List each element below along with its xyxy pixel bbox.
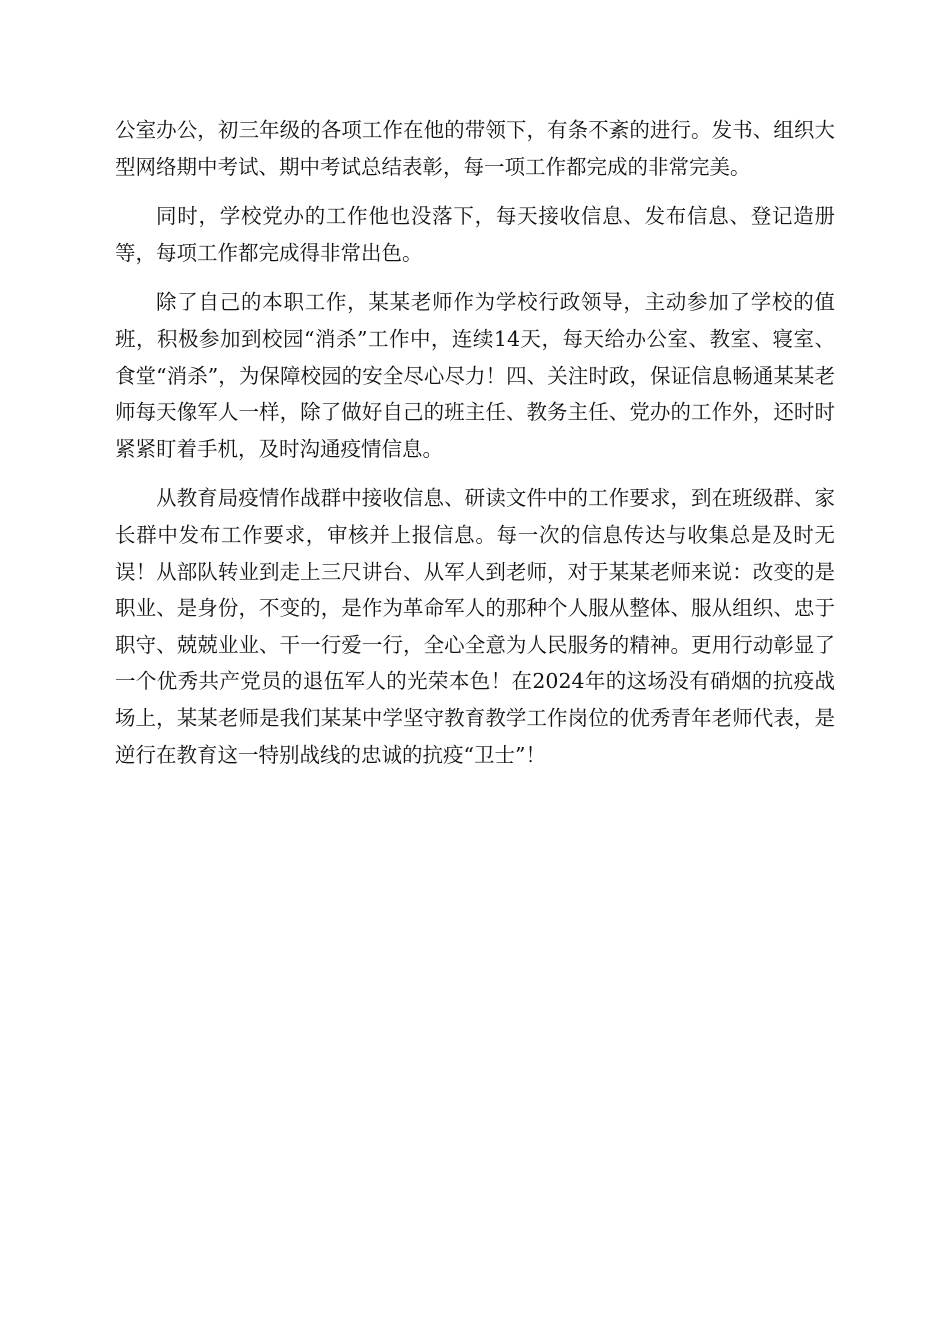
paragraph-1: 公室办公，初三年级的各项工作在他的带领下，有条不紊的进行。发书、组织大型网络期中考试、期中考试总结表彰，每一项工作都完成的非常完美。 — [115, 118, 835, 179]
document-body — [115, 112, 835, 786]
paragraph-3: 除了自己的本职工作，某某老师作为学校行政领导，主动参加了学校的值班，积极参加到校园“消杀”工作中，连续14天，每天给办公室、教室、寝室、食堂“消杀”，为保障校园的安全尽心尽力！四、关注时政，保证信息畅通某某老师每天像军人一样，除了做好自己的班主任、教务主任、党办的工作外，还时时紧紧盯着手机，及时沟通疫情信息。 — [115, 290, 835, 461]
paragraph-2: 同时，学校党办的工作他也没落下，每天接收信息、发布信息、登记造册等，每项工作都完成得非常出色。 — [115, 204, 835, 265]
paragraph-4: 从教育局疫情作战群中接收信息、研读文件中的工作要求，到在班级群、家长群中发布工作要求，审核并上报信息。每一次的信息传达与收集总是及时无误！从部队转业到走上三尺讲台、从军人到老师，对于某某老师来说：改变的是职业、是身份，不变的，是作为革命军人的那种个人服从整体、服从组织、忠于职守、兢兢业业、干一行爱一行，全心全意为人民服务的精神。更用行动彰显了一个优秀共产党员的退伍军人的光荣本色！在2024年的这场没有硝烟的抗疫战场上，某某老师是我们某某中学坚守教育教学工作岗位的优秀青年老师代表，是逆行在教育这一特别战线的忠诚的抗疫“卫士”！ — [115, 486, 835, 767]
